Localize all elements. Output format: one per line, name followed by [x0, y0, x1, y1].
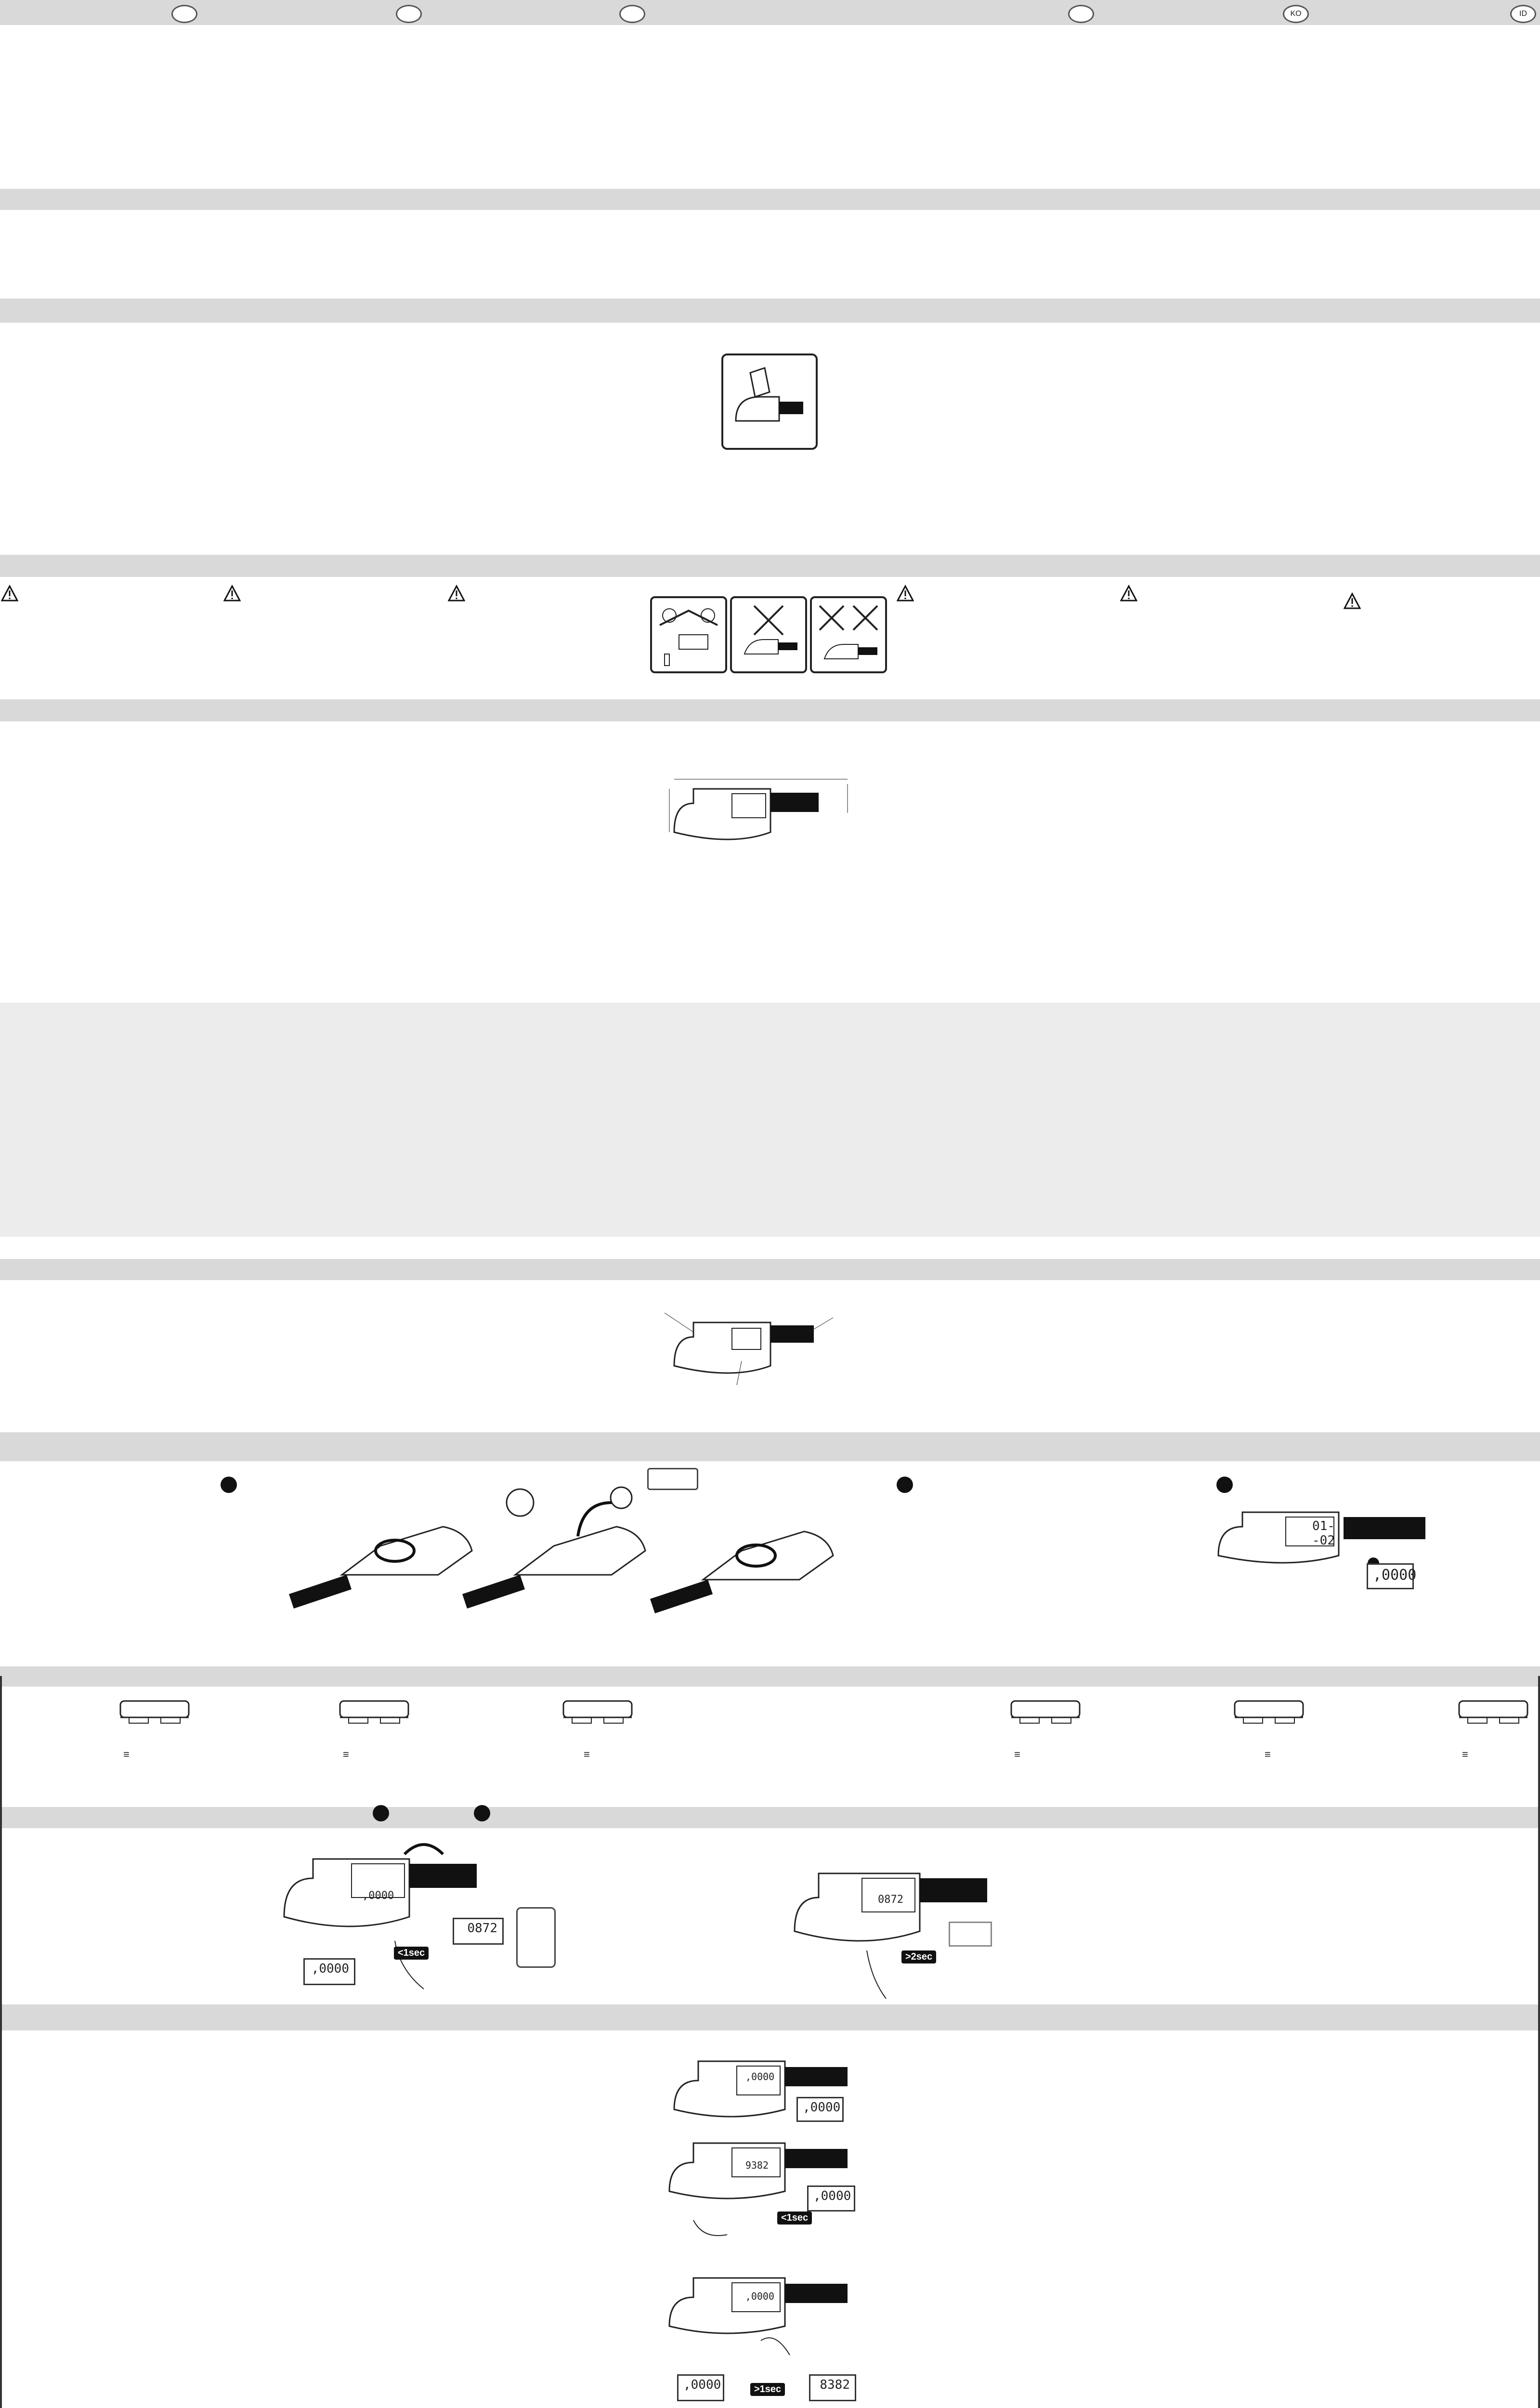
keypad-figure-2	[339, 1700, 409, 1724]
lang-marker-ko: KO	[1283, 5, 1309, 23]
keypad-figure-4	[1010, 1700, 1081, 1724]
zero-step-bullet-2	[474, 1805, 490, 1821]
zero-result-display: ,0000	[303, 1958, 355, 1985]
step-bullet-b	[897, 1477, 913, 1493]
zero-reading-display: 0872	[453, 1918, 504, 1945]
warning-triangle-icon	[1120, 585, 1137, 602]
unit-code-display: 01--02	[1312, 1519, 1335, 1548]
lang-marker-3	[619, 5, 645, 23]
section-band-9	[0, 2004, 1540, 2030]
keypad-figure-1	[119, 1700, 190, 1724]
keypad-figure-5	[1234, 1700, 1304, 1724]
equals-mark-1: ≡	[123, 1748, 130, 1760]
battery-step-3-figure	[645, 1503, 848, 1613]
section-band-3	[0, 555, 1540, 577]
zero-remote-box	[516, 1907, 556, 1968]
no-disassemble-figure	[730, 596, 807, 673]
equals-mark-2: ≡	[343, 1748, 349, 1760]
step-bullet-c	[1216, 1477, 1233, 1493]
zero-step-bullet-1	[373, 1805, 389, 1821]
equals-mark-4: ≡	[1014, 1748, 1020, 1760]
section-band-7	[0, 1666, 1540, 1687]
battery-label-box	[647, 1468, 698, 1490]
handling-figure	[721, 353, 818, 450]
lang-marker-4	[1068, 5, 1094, 23]
keypad-figure-3	[562, 1700, 633, 1724]
lang-marker-1	[171, 5, 197, 23]
abs-inc-display-4: 8382	[809, 2374, 856, 2401]
section-band-2	[0, 299, 1540, 323]
abs-inc-display-3: ,0000	[677, 2374, 724, 2401]
hold-press-tag: >1sec	[750, 2383, 785, 2396]
lang-marker-2	[396, 5, 422, 23]
battery-step-2-figure	[457, 1483, 665, 1609]
frame-right-line	[1538, 1676, 1540, 2408]
header-band	[0, 0, 1540, 25]
battery-step-1-figure	[284, 1498, 477, 1609]
step-bullet-a	[221, 1477, 237, 1493]
warning-triangle-icon	[448, 585, 465, 602]
abs-inc-figure-3	[665, 2273, 867, 2360]
abs-inc-short-press-tag: <1sec	[777, 2212, 812, 2225]
keypad-figure-6	[1458, 1700, 1528, 1724]
section-band-1	[0, 189, 1540, 210]
note-panel	[0, 1003, 1540, 1237]
dimensions-diagram	[665, 760, 857, 856]
warning-triangle-icon	[223, 585, 241, 602]
equals-mark-6: ≡	[1462, 1748, 1468, 1760]
equals-mark-3: ≡	[584, 1748, 590, 1760]
preset-screen-reading: 0872	[878, 1894, 903, 1906]
warning-triangle-icon	[1, 585, 18, 602]
warning-triangle-icon	[897, 585, 914, 602]
parts-diagram	[665, 1303, 848, 1390]
frame-left-line	[0, 1676, 2, 2408]
warning-triangle-icon	[1344, 592, 1361, 610]
abs-inc-screen-2: 9382	[745, 2159, 769, 2171]
section-band-8	[0, 1807, 1540, 1828]
zero-screen-reading: ,0000	[362, 1890, 394, 1902]
unit-zero-display: ,0000	[1367, 1563, 1414, 1589]
short-press-tag: <1sec	[394, 1947, 429, 1960]
long-press-tag: >2sec	[901, 1950, 936, 1963]
abs-inc-screen-3: ,0000	[745, 2290, 774, 2302]
abs-inc-display-2: ,0000	[807, 2186, 855, 2212]
lang-marker-id: ID	[1510, 5, 1536, 23]
section-band-6	[0, 1432, 1540, 1461]
abs-inc-display-1: ,0000	[796, 2097, 844, 2122]
no-solvent-figure	[810, 596, 887, 673]
preset-result-box	[949, 1922, 992, 1947]
section-band-5	[0, 1259, 1540, 1280]
equals-mark-5: ≡	[1265, 1748, 1271, 1760]
section-band-4	[0, 699, 1540, 721]
storage-conditions-figure	[650, 596, 727, 673]
abs-inc-screen-1: ,0000	[745, 2071, 775, 2082]
